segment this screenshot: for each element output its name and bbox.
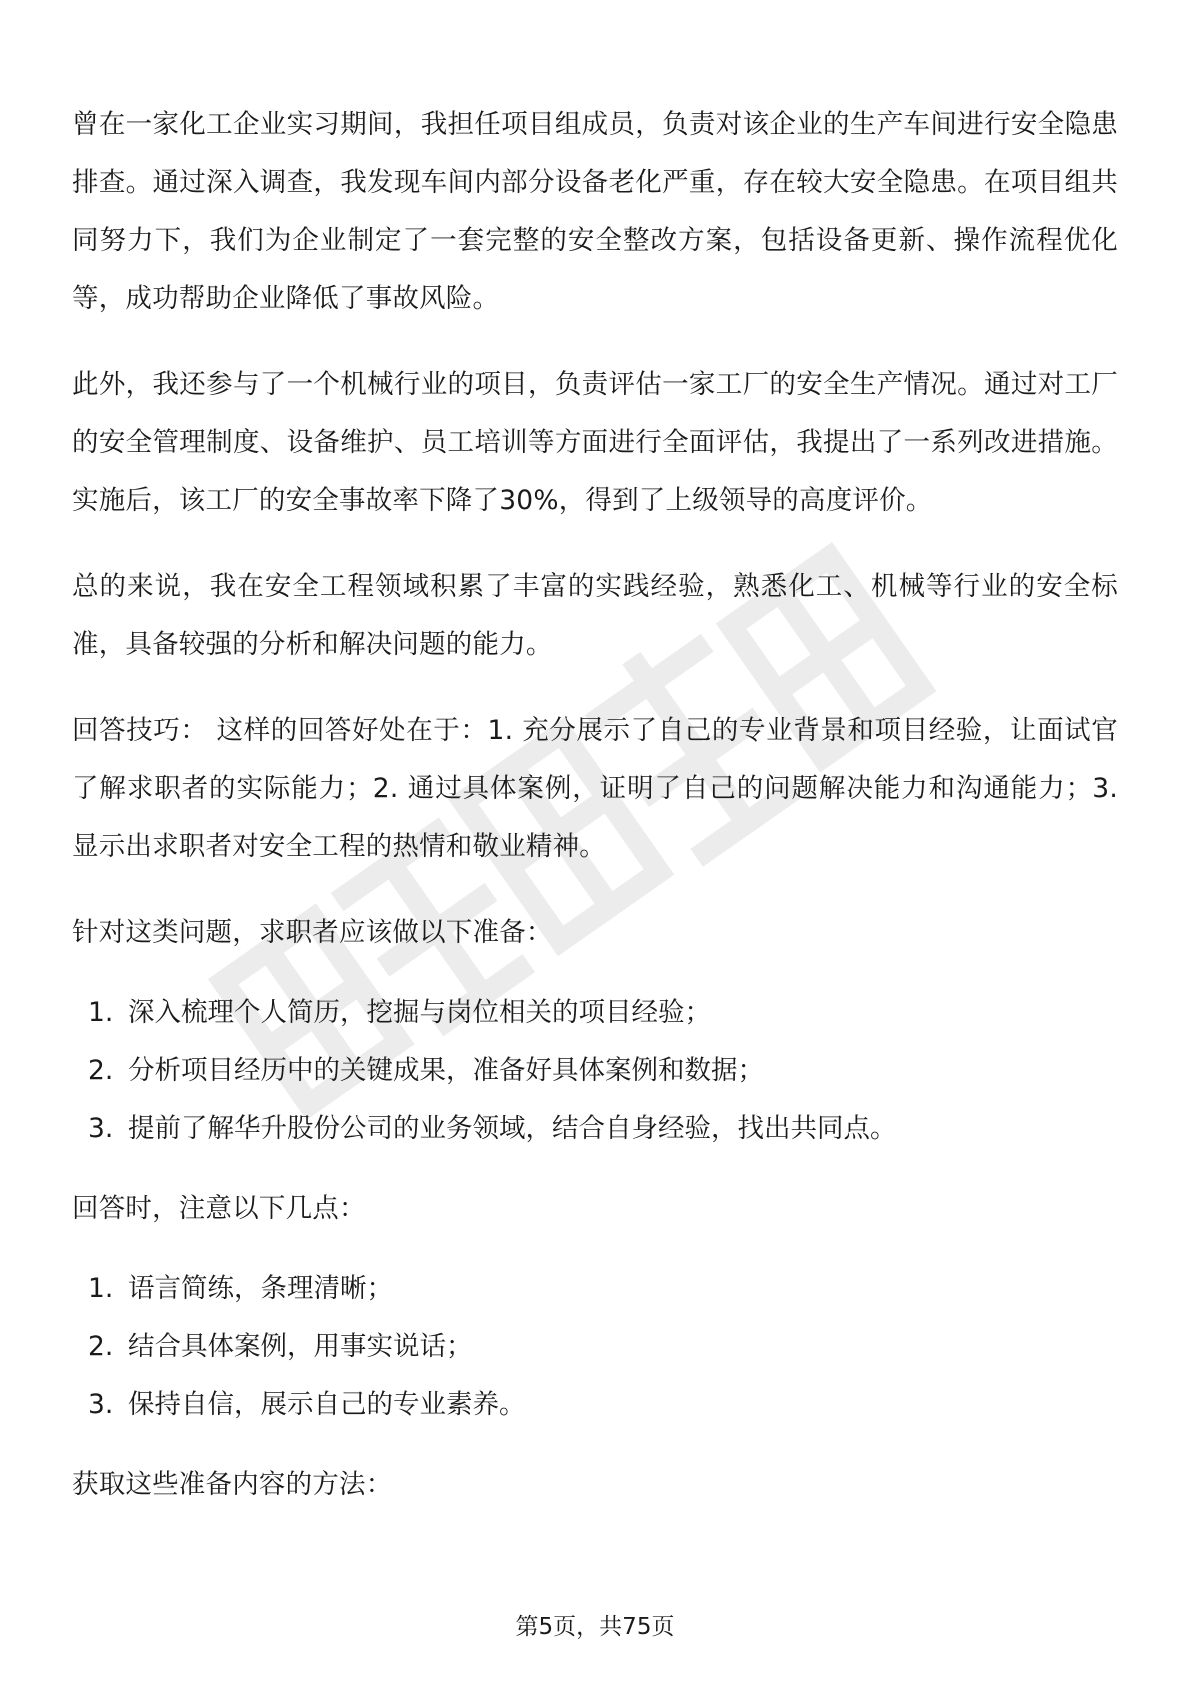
list-text: 保持自信，展示自己的专业素养。: [128, 1389, 526, 1420]
notes-list: [72, 1260, 1118, 1434]
list-text: 语言简练，条理清晰；: [128, 1273, 393, 1304]
list-item: [72, 984, 1118, 1042]
prep-heading: 针对这类问题，求职者应该做以下准备：: [72, 917, 553, 948]
list-text: 深入梳理个人简历，挖掘与岗位相关的项目经验；: [128, 997, 711, 1028]
list-text: 分析项目经历中的关键成果，准备好具体案例和数据；: [128, 1055, 764, 1086]
list-text: 提前了解华升股份公司的业务领域，结合自身经验，找出共同点。: [128, 1113, 897, 1144]
document-body: [72, 96, 1118, 1542]
list-text: 结合具体案例，用事实说话；: [128, 1331, 473, 1362]
paragraph-internship: 曾在一家化工企业实习期间，我担任项目组成员，负责对该企业的生产车间进行安全隐患排查。通过深入调查，我发现车间内部分设备老化严重，存在较大安全隐患。在项目组共同努力下，我们为企业制定了一套完整的安全整改方案，包括设备更新、操作流程优化等，成功帮助企业降低了事故风险。: [72, 109, 1118, 314]
list-item: [72, 1318, 1118, 1376]
list-item: [72, 1042, 1118, 1100]
page-number-footer: 第5页，共75页: [515, 1614, 675, 1640]
list-item: [72, 1100, 1118, 1158]
list-number: 1.: [88, 1273, 114, 1304]
list-number: 1.: [88, 997, 114, 1028]
paragraph-answer-tips: 回答技巧： 这样的回答好处在于：1. 充分展示了自己的专业背景和项目经验，让面试官了解求职者的实际能力；2. 通过具体案例，证明了自己的问题解决能力和沟通能力；3. 显示出求职者对安全工程的热情和敬业精神。: [72, 715, 1118, 862]
list-number: 3.: [88, 1389, 114, 1420]
notes-heading: 回答时，注意以下几点：: [72, 1193, 366, 1224]
list-item: [72, 1376, 1118, 1434]
list-number: 2.: [88, 1055, 114, 1086]
list-number: 2.: [88, 1331, 114, 1362]
list-item: [72, 1260, 1118, 1318]
prep-list: [72, 984, 1118, 1158]
paragraph-machinery-project: 此外，我还参与了一个机械行业的项目，负责评估一家工厂的安全生产情况。通过对工厂的安全管理制度、设备维护、员工培训等方面进行全面评估，我提出了一系列改进措施。实施后，该工厂的安全事故率下降了30%，得到了上级领导的高度评价。: [72, 369, 1118, 516]
methods-heading: 获取这些准备内容的方法：: [72, 1469, 393, 1500]
paragraph-summary: 总的来说，我在安全工程领域积累了丰富的实践经验，熟悉化工、机械等行业的安全标准，具备较强的分析和解决问题的能力。: [72, 571, 1118, 660]
list-number: 3.: [88, 1113, 114, 1144]
